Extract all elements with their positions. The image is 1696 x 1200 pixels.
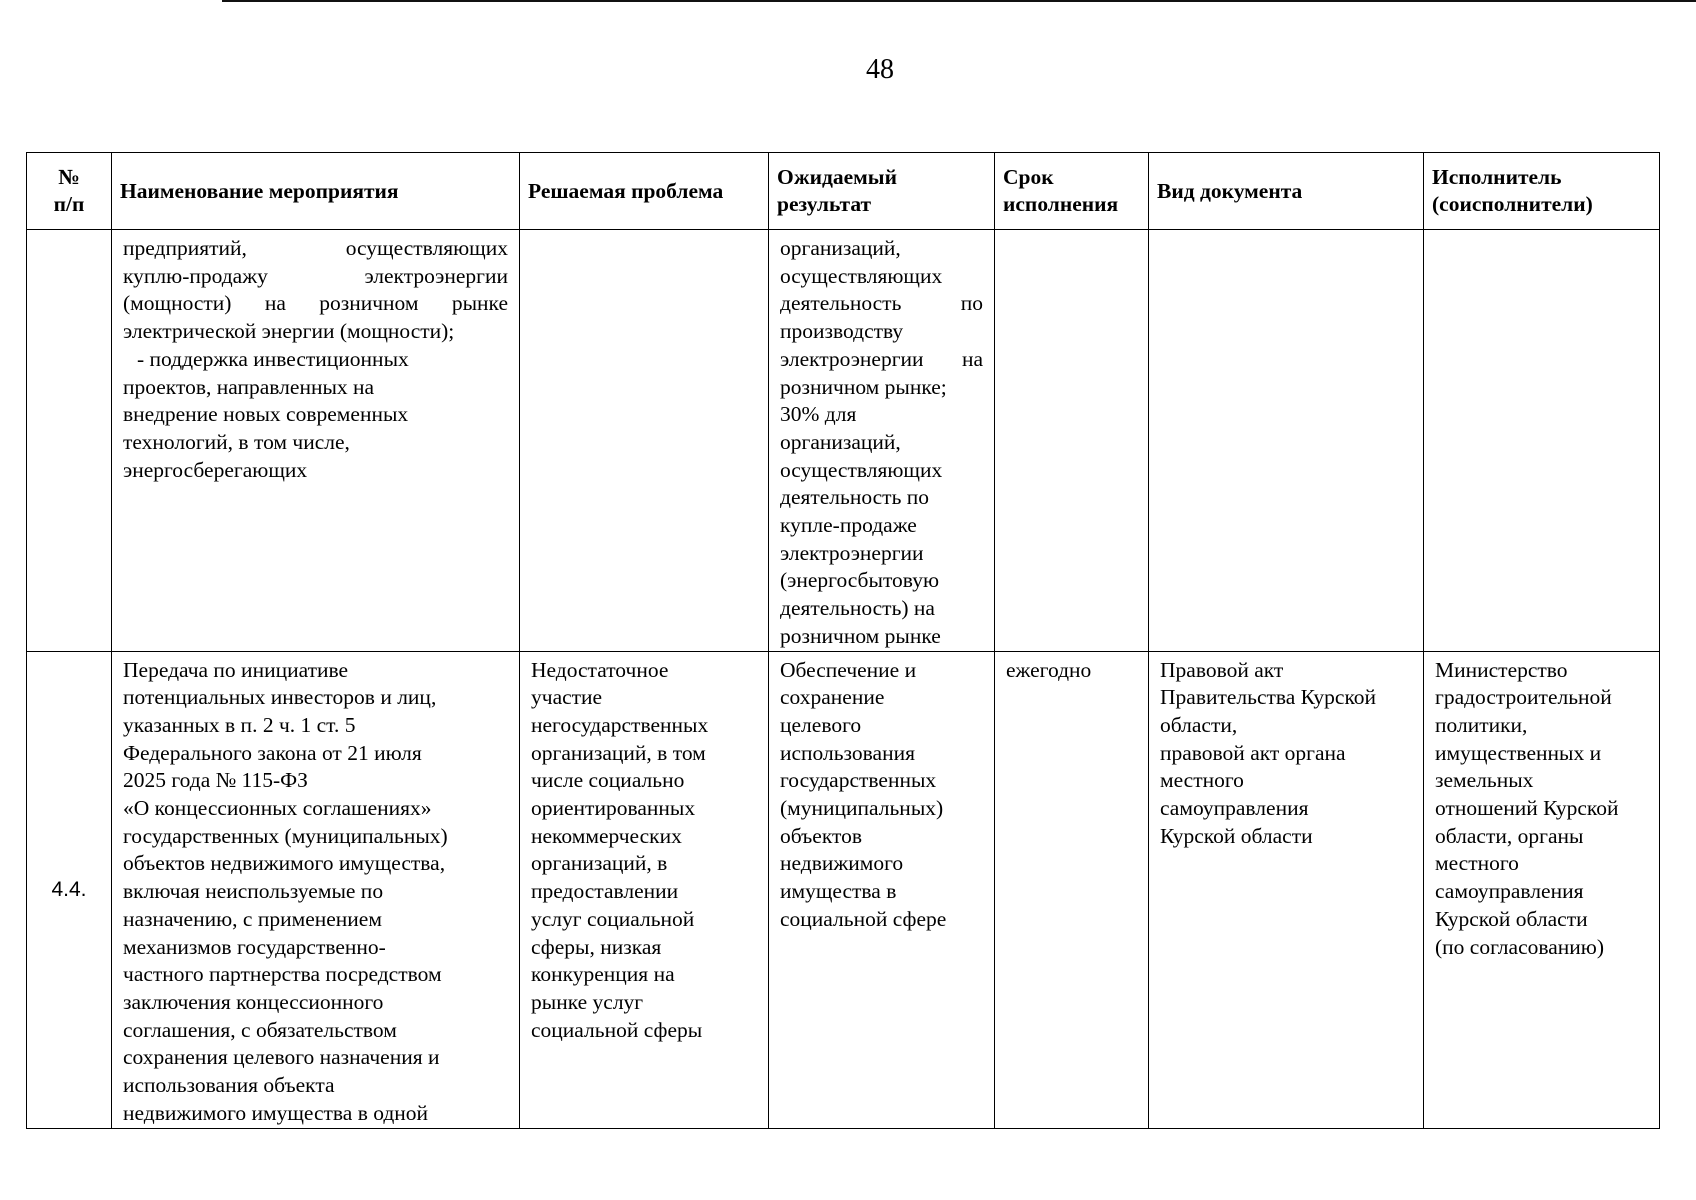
cell-line: энергосберегающих (123, 457, 308, 482)
cell-line: электрической энергии (мощности); (123, 319, 455, 344)
cell-line: предприятий, осуществляющих (123, 236, 508, 260)
cell-line: имущества в (780, 879, 897, 904)
cell-line: области, органы (1435, 823, 1584, 848)
cell-line: услуг социальной (531, 906, 695, 931)
cell-line: осуществляющих (780, 263, 943, 288)
cell-line: розничном рынке; (780, 374, 947, 399)
cell-line: (муниципальных) (780, 796, 944, 821)
table-row (27, 651, 1660, 1128)
cell-line: объектов недвижимого имущества, (123, 851, 446, 876)
cell-line: государственных (муниципальных) (123, 823, 448, 848)
cell-line: целевого (780, 712, 862, 737)
cell-line: числе социально (531, 768, 685, 793)
table-header-row (27, 153, 1660, 230)
cell-line: рынке услуг (531, 989, 644, 1014)
page-number: 48 (866, 54, 894, 85)
cell-line: деятельность) на (780, 596, 935, 621)
executor-cell (1424, 651, 1660, 1128)
header-problem: Решаемая проблема (520, 153, 769, 230)
document-cell (1149, 230, 1424, 652)
header-result: Ожидаемый результат (769, 153, 995, 230)
cell-line: организаций, (780, 236, 901, 260)
cell-line: социальной сфере (780, 906, 947, 931)
cell-line: использования объекта (123, 1073, 335, 1098)
cell-line: (по согласованию) (1435, 934, 1605, 959)
cell-line: механизмов государственно- (123, 934, 386, 959)
cell-line: (энергосбытовую (780, 568, 940, 593)
cell-line: осуществляющих (780, 457, 943, 482)
cell-line: организаций, (780, 429, 901, 454)
cell-line: самоуправления (1160, 796, 1309, 821)
cell-line: 2025 года № 115-ФЗ (123, 768, 308, 793)
cell-line: сферы, низкая (531, 934, 662, 959)
cell-line: соглашения, с обязательством (123, 1017, 397, 1042)
cell-line: правовой акт органа (1160, 740, 1346, 765)
cell-line: самоуправления (1435, 879, 1584, 904)
cell-line: Передача по инициативе (123, 657, 349, 682)
header-number (27, 153, 112, 230)
cell-line: предоставлении (531, 879, 679, 904)
executor-cell (1424, 230, 1660, 652)
cell-line: организаций, в том (531, 740, 706, 765)
cell-line: сохранение (780, 685, 885, 710)
header-executor: Исполнитель (соисполнители) (1424, 153, 1660, 230)
top-rule (222, 0, 1696, 2)
cell-line: государственных (780, 768, 937, 793)
cell-line: Правовой акт (1160, 657, 1284, 682)
cell-line: Министерство (1435, 657, 1568, 682)
header-number-line1: № (58, 165, 80, 189)
cell-line: Правительства Курской (1160, 685, 1377, 710)
cell-line: политики, (1435, 712, 1528, 737)
cell-line: недвижимого имущества в одной (123, 1100, 429, 1125)
cell-line: электроэнергии (780, 540, 924, 565)
cell-line: заключения концессионного (123, 989, 384, 1014)
cell-line: включая неиспользуемые по (123, 879, 384, 904)
header-deadline: Срок исполнения (995, 153, 1149, 230)
measures-table (26, 152, 1660, 1129)
cell-line: объектов (780, 823, 862, 848)
cell-line: 30% для (780, 402, 857, 427)
cell-line: внедрение новых современных (123, 402, 409, 427)
cell-line: Недостаточное (531, 657, 669, 682)
row-number: 4.4. (27, 651, 112, 1128)
cell-line: ориентированных (531, 796, 696, 821)
result-cell (769, 230, 995, 652)
cell-line: отношений Курской (1435, 796, 1619, 821)
cell-line: назначению, с применением (123, 906, 382, 931)
measure-cell (112, 230, 520, 652)
cell-line: сохранения целевого назначения и (123, 1045, 440, 1070)
row-number (27, 230, 112, 652)
cell-line: (мощности) на розничном рынке (123, 291, 508, 316)
cell-line: использования (780, 740, 915, 765)
cell-line: производству (780, 319, 904, 344)
cell-line: электроэнергии на (780, 346, 983, 371)
result-cell (769, 651, 995, 1128)
cell-line: области, (1160, 712, 1238, 737)
cell-line: организаций, в (531, 851, 668, 876)
cell-line: технологий, в том числе, (123, 429, 350, 454)
cell-line: участие (531, 685, 603, 710)
cell-line: потенциальных инвесторов и лиц, (123, 685, 437, 710)
cell-line: розничном рынке (780, 623, 941, 648)
deadline-cell (995, 230, 1149, 652)
cell-line: купле-продаже (780, 513, 917, 538)
cell-line: - поддержка инвестиционных (137, 346, 409, 371)
header-number-line2: п/п (53, 192, 85, 216)
cell-line: конкуренция на (531, 962, 675, 987)
cell-line: местного (1435, 851, 1519, 876)
cell-line: проектов, направленных на (123, 374, 375, 399)
cell-line: «О концессионных соглашениях» (123, 796, 432, 821)
cell-line: недвижимого (780, 851, 904, 876)
cell-line: земельных (1435, 768, 1534, 793)
cell-line: указанных в п. 2 ч. 1 ст. 5 (123, 712, 356, 737)
cell-line: куплю-продажу электроэнергии (123, 263, 508, 288)
cell-line: негосударственных (531, 712, 709, 737)
table-row (27, 230, 1660, 652)
deadline-cell: ежегодно (995, 651, 1149, 1128)
problem-cell (520, 230, 769, 652)
cell-line: градостроительной (1435, 685, 1612, 710)
cell-line: Курской области (1435, 906, 1588, 931)
header-measure: Наименование мероприятия (112, 153, 520, 230)
document-cell (1149, 651, 1424, 1128)
cell-line: имущественных и (1435, 740, 1602, 765)
cell-line: Обеспечение и (780, 657, 917, 682)
cell-line: социальной сферы (531, 1017, 703, 1042)
cell-line: деятельность по (780, 485, 930, 510)
cell-line: Курской области (1160, 823, 1313, 848)
problem-cell (520, 651, 769, 1128)
cell-line: Федерального закона от 21 июля (123, 740, 422, 765)
cell-line: частного партнерства посредством (123, 962, 442, 987)
measure-cell (112, 651, 520, 1128)
cell-line: некоммерческих (531, 823, 682, 848)
cell-line: местного (1160, 768, 1244, 793)
cell-line: деятельность по (780, 291, 983, 316)
header-document: Вид документа (1149, 153, 1424, 230)
